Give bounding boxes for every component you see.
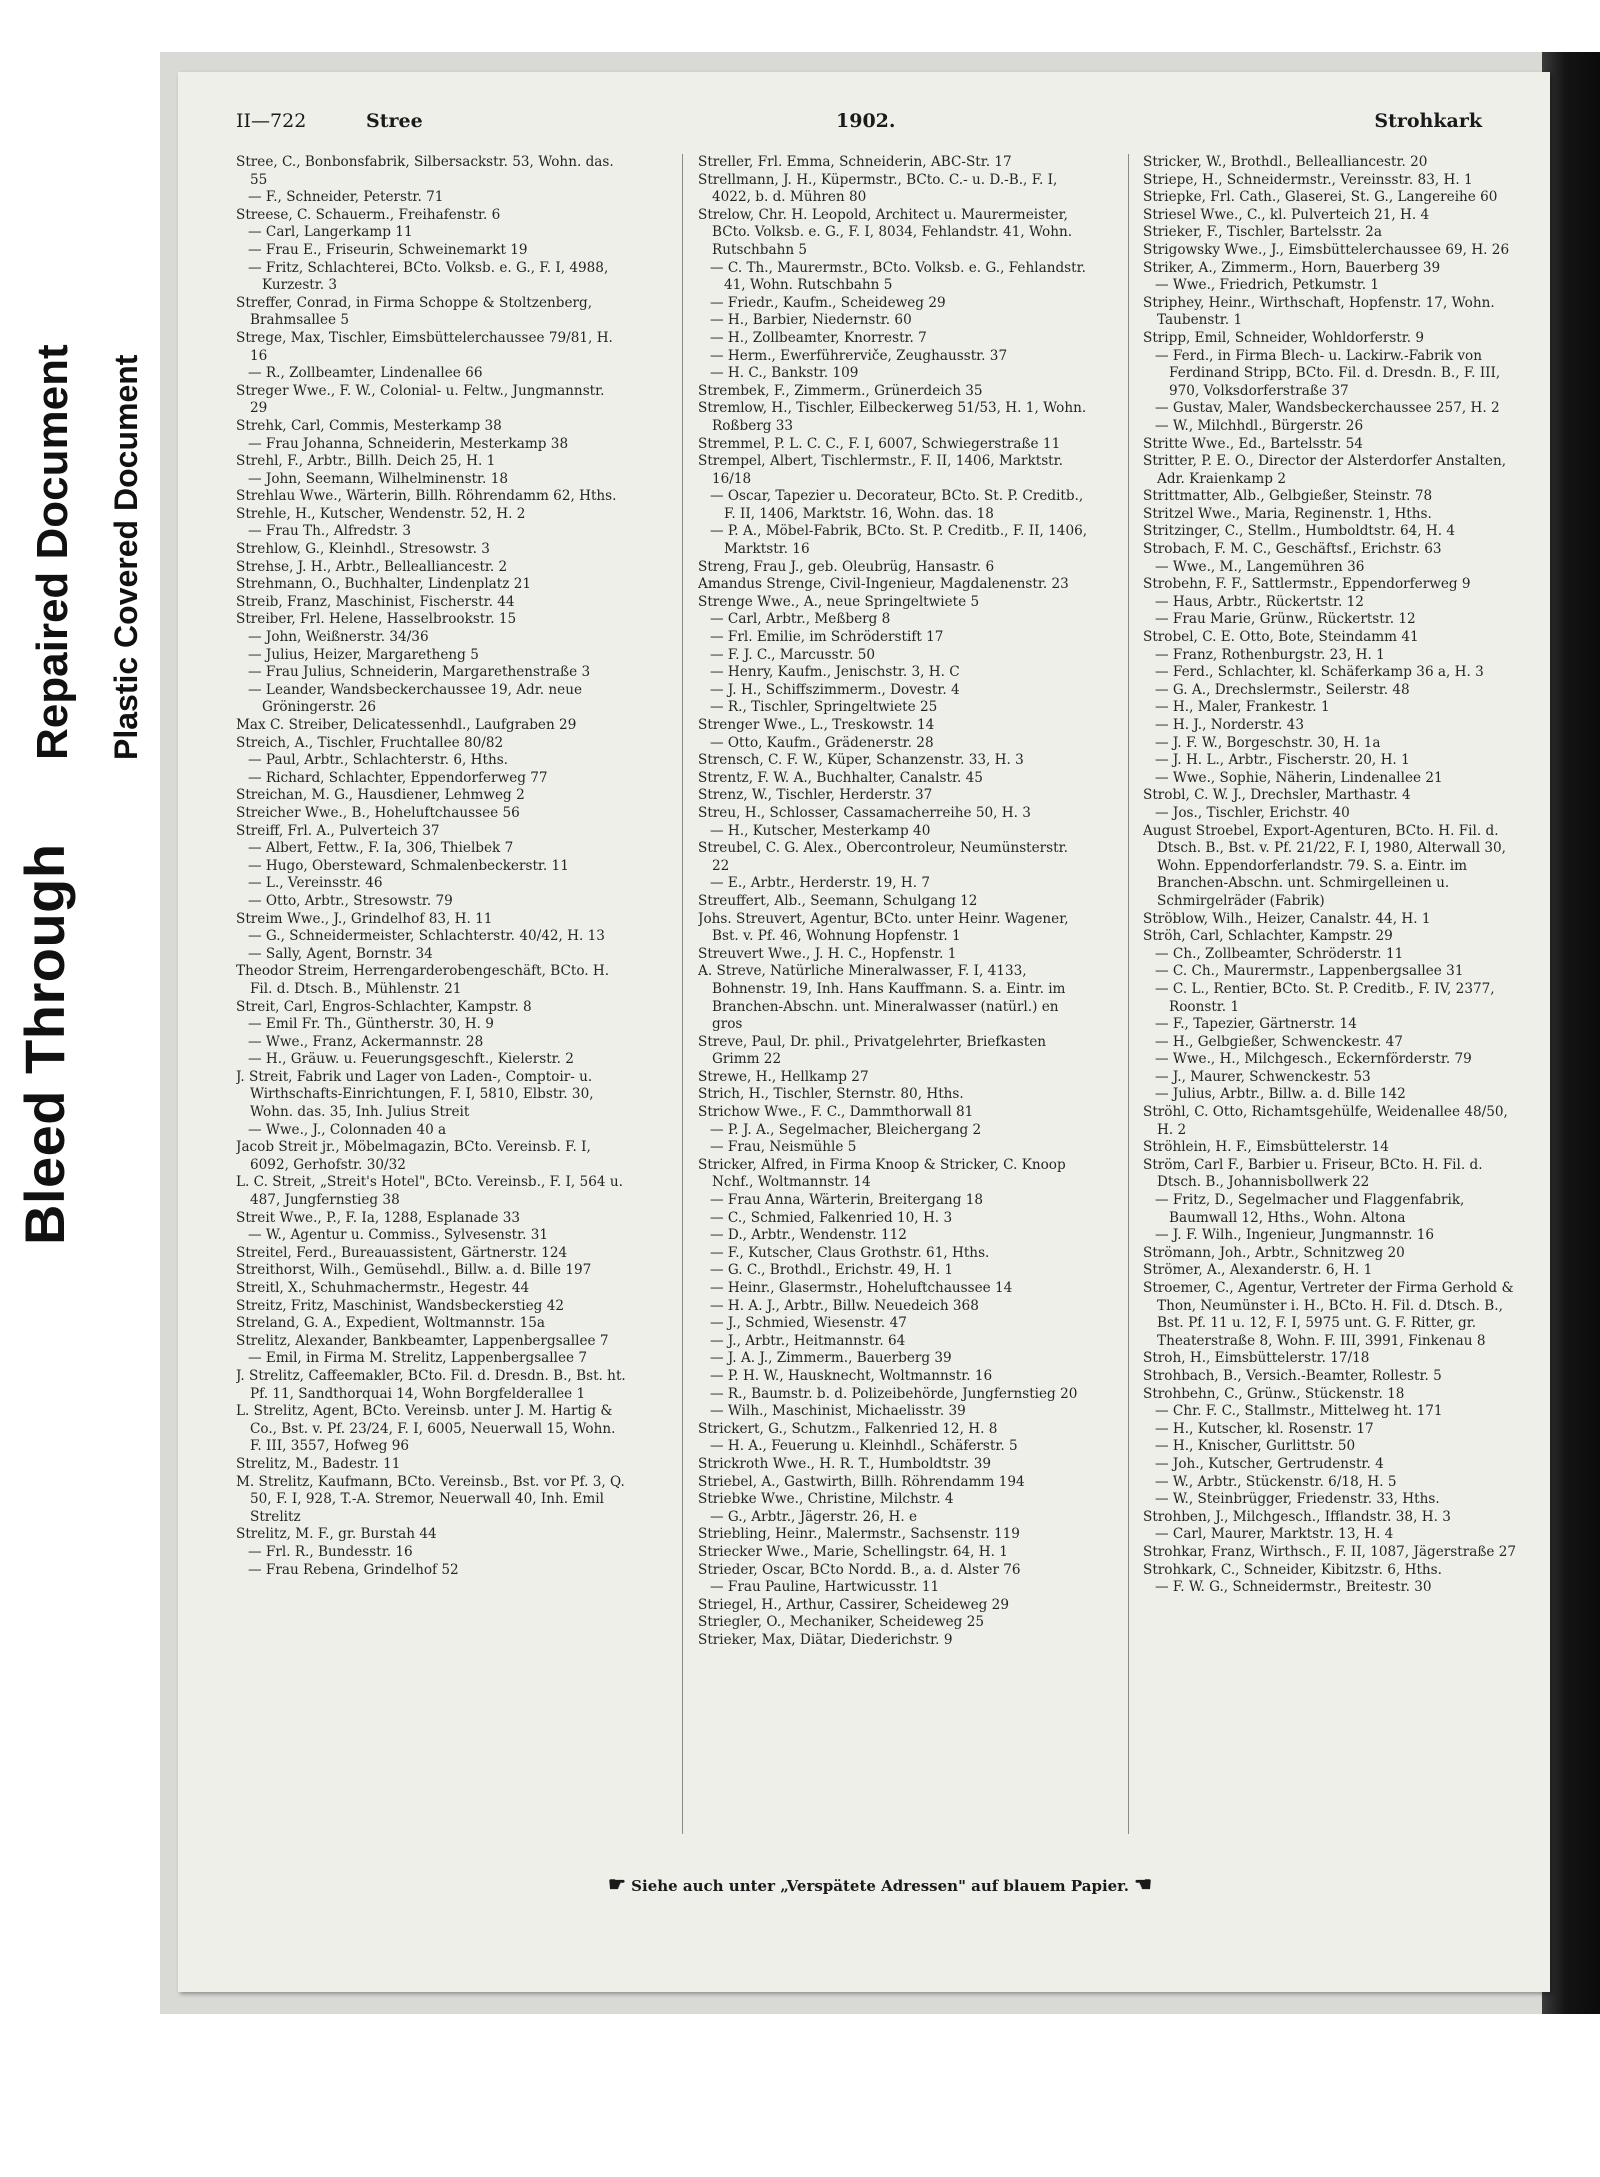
directory-entry: Strieker, F., Tischler, Bartelsstr. 2a (1143, 224, 1382, 241)
directory-entry: Streitl, X., Schuhmachermstr., Hegestr. 44 (236, 1280, 530, 1296)
directory-entry: — Hugo, Obersteward, Schmalenbeckerstr. 11 (248, 857, 569, 874)
page-header (236, 110, 1482, 150)
directory-entry: Strobehn, F. F., Sattlermstr., Eppendorferweg 9 (1143, 576, 1471, 593)
directory-entry: Streib, Franz, Maschinist, Fischerstr. 44 (236, 593, 515, 610)
directory-entry: Strehle, H., Kutscher, Wendenstr. 52, H. 2 (236, 505, 526, 522)
directory-entry: — Leander, Wandsbeckerchaussee 19, Adr. neue Gröningerstr. 26 (248, 681, 583, 716)
directory-entry: — Friedr., Kaufm., Scheideweg 29 (710, 294, 946, 311)
directory-entry: — F., Kutscher, Claus Grothstr. 61, Hths. (710, 1244, 990, 1261)
directory-entry: — Frau Marie, Grünw., Rückertstr. 12 (1155, 611, 1416, 628)
directory-entry: Amandus Strenge, Civil-Ingenieur, Magdalenenstr. 23 (698, 576, 1069, 593)
book-spine-shadow (1542, 52, 1600, 2014)
directory-entry: — Joh., Kutscher, Gertrudenstr. 4 (1155, 1455, 1384, 1472)
directory-entry: Strobach, F. M. C., Geschäftsf., Erichstr. 63 (1143, 541, 1442, 558)
directory-entry: — W., Milchhdl., Bürgerstr. 26 (1155, 417, 1364, 434)
directory-entry: — Frau Th., Alfredstr. 3 (248, 523, 411, 540)
directory-entry: — Gustav, Maler, Wandsbeckerchaussee 257, H. 2 (1155, 400, 1500, 417)
directory-entry: Striker, A., Zimmerm., Horn, Bauerberg 39 (1143, 259, 1441, 276)
directory-entry: — R., Baumstr. b. d. Polizeibehörde, Jungfernstieg 20 (710, 1385, 1078, 1402)
directory-entry: Strelitz, M. F., gr. Burstah 44 (236, 1526, 437, 1543)
directory-entry: Strewe, H., Hellkamp 27 (698, 1068, 869, 1085)
directory-entry: Strellmann, J. H., Küpermstr., BCto. C.- u. D.-B., F. I, 4022, b. d. Mühren 80 (698, 171, 1058, 206)
directory-entry: — H. C., Bankstr. 109 (710, 365, 859, 382)
directory-entry: Strohben, J., Milchgesch., Ifflandstr. 38, H. 3 (1143, 1508, 1451, 1525)
directory-entry: — H. A. J., Arbtr., Billw. Neuedeich 368 (710, 1297, 979, 1314)
directory-entry: Strehlow, G., Kleinhdl., Stresowstr. 3 (236, 541, 490, 558)
directory-entry: — Paul, Arbtr., Schlachterstr. 6, Hths. (248, 752, 508, 769)
directory-entry: Strenger Wwe., L., Treskowstr. 14 (698, 717, 935, 733)
pointing-hand-icon: ☛ (608, 1872, 626, 1896)
directory-entry: Striepe, H., Schneidermstr., Vereinsstr. 83, H. 1 (1143, 171, 1473, 188)
directory-entry: Strehmann, O., Buchhalter, Lindenplatz 21 (236, 576, 532, 593)
directory-column-2 (698, 154, 1088, 1834)
directory-page (178, 72, 1550, 1992)
directory-entry: Streicher Wwe., B., Hoheluftchaussee 56 (236, 804, 520, 821)
directory-entry: — P. A., Möbel-Fabrik, BCto. St. P. Creditb., F. II, 1406, Marktstr. 16 (710, 523, 1088, 558)
directory-entry: Streit Wwe., P., F. Ia, 1288, Esplanade 33 (236, 1209, 521, 1226)
directory-entry: — Frau Johanna, Schneiderin, Mesterkamp 38 (248, 435, 569, 452)
directory-entry: Strembek, F., Zimmerm., Grünerdeich 35 (698, 382, 983, 399)
directory-entry: — P. J. A., Segelmacher, Bleichergang 2 (710, 1121, 982, 1138)
header-right-keyword: Strohkark (1374, 110, 1482, 132)
directory-entry: — C. Ch., Maurermstr., Lappenbergsallee 31 (1155, 963, 1464, 980)
directory-entry: Theodor Streim, Herrengarderobengeschäft, BCto. H. Fil. d. Dtsch. B., Mühlenstr. 21 (236, 963, 610, 997)
directory-entry: J. Streit, Fabrik und Lager von Laden-, Comptoir- u. Wirthschafts-Einrichtungen, F. I, 5810, Elbstr. 30, Wohn. das. 35, Inh. Julius Streit (236, 1068, 594, 1121)
directory-entry: — Carl, Langerkamp 11 (248, 224, 413, 241)
directory-entry: — H., Gelbgießer, Schwenckestr. 47 (1155, 1033, 1403, 1050)
directory-entry: Strittmatter, Alb., Gelbgießer, Steinstr. 78 (1143, 488, 1433, 505)
directory-entry: Strohkark, C., Schneider, Kibitzstr. 6, Hths. (1143, 1561, 1442, 1578)
directory-entry: — Wwe., Friedrich, Petkumstr. 1 (1155, 277, 1380, 294)
directory-entry: Ströhl, C. Otto, Richamtsgehülfe, Weidenallee 48/50, H. 2 (1143, 1104, 1508, 1138)
directory-entry: Strehse, J. H., Arbtr., Bellealliancestr. 2 (236, 558, 508, 575)
column-divider (682, 154, 683, 1834)
directory-entry: Streiff, Frl. A., Pulverteich 37 (236, 822, 440, 839)
directory-entry: Strentz, F. W. A., Buchhalter, Canalstr. 45 (698, 769, 983, 786)
directory-entry: Striegler, O., Mechaniker, Scheideweg 25 (698, 1614, 985, 1631)
directory-entry: — H., Barbier, Niedernstr. 60 (710, 312, 912, 329)
directory-entry: Strohbach, B., Versich.-Beamter, Rollestr. 5 (1143, 1367, 1442, 1384)
directory-column-1 (236, 154, 626, 1834)
directory-entry: Striecker Wwe., Marie, Schellingstr. 64, H. 1 (698, 1543, 1008, 1560)
directory-entry: — Ch., Zollbeamter, Schröderstr. 11 (1155, 945, 1404, 962)
directory-entry: — J. H., Schiffszimmerm., Dovestr. 4 (710, 681, 960, 698)
directory-entry: Strensch, C. F. W., Küper, Schanzenstr. 33, H. 3 (698, 752, 1024, 769)
directory-entry: Streve, Paul, Dr. phil., Privatgelehrter, Briefkasten Grimm 22 (698, 1033, 1047, 1068)
directory-entry: Streubel, C. G. Alex., Obercontroleur, Neumünsterstr. 22 (698, 840, 1068, 874)
directory-entry: — Carl, Arbtr., Meßberg 8 (710, 611, 891, 628)
directory-entry: Striegel, H., Arthur, Cassirer, Scheideweg 29 (698, 1596, 1009, 1613)
directory-entry: Strelitz, Alexander, Bankbeamter, Lappenbergsallee 7 (236, 1332, 609, 1349)
directory-entry: — F., Tapezier, Gärtnerstr. 14 (1155, 1016, 1357, 1033)
directory-entry: Strege, Max, Tischler, Eimsbüttelerchaussee 79/81, H. 16 (236, 329, 613, 364)
directory-entry: Stricker, W., Brothdl., Bellealliancestr. 20 (1143, 154, 1428, 170)
directory-entry: Streffer, Conrad, in Firma Schoppe & Stoltzenberg, Brahmsallee 5 (236, 294, 593, 329)
header-year: 1902. (836, 110, 896, 132)
directory-entry: — Emil Fr. Th., Güntherstr. 30, H. 9 (248, 1016, 494, 1033)
directory-entry: — Frl. Emilie, im Schröderstift 17 (710, 629, 944, 646)
directory-entry: Ströh, Carl, Schlachter, Kampstr. 29 (1143, 928, 1393, 945)
directory-entry: — Franz, Rothenburgstr. 23, H. 1 (1155, 646, 1385, 663)
directory-entry: Strelow, Chr. H. Leopold, Architect u. Maurermeister, BCto. Volksb. e. G., F. I, 8034, Fehlandstr. 41, Wohn. Rutschbahn 5 (698, 206, 1073, 258)
directory-entry: Ströblow, Wilh., Heizer, Canalstr. 44, H. 1 (1143, 910, 1431, 927)
pointing-hand-icon: ☚ (1134, 1872, 1153, 1896)
directory-entry: M. Strelitz, Kaufmann, BCto. Vereinsb., Bst. vor Pf. 3, Q. 50, F. I, 928, T.-A. Stremor, Neuerwall 40, Inh. Emil Strelitz (236, 1473, 625, 1525)
directory-entry: — Ferd., in Firma Blech- u. Lackirw.-Fabrik von Ferdinand Stripp, BCto. Fil. d. Dresdn. B., F. III, 970, Volksdorferstraße 37 (1155, 347, 1501, 399)
directory-entry: Stritte Wwe., Ed., Bartelsstr. 54 (1143, 435, 1363, 452)
directory-entry: — Frau Rebena, Grindelhof 52 (248, 1561, 459, 1578)
directory-entry: Strömer, A., Alexanderstr. 6, H. 1 (1143, 1262, 1373, 1279)
directory-entry: — Henry, Kaufm., Jenischstr. 3, H. C (710, 664, 960, 681)
directory-entry: Stremlow, H., Tischler, Eilbeckerweg 51/53, H. 1, Wohn. Roßberg 33 (698, 400, 1087, 434)
directory-entry: Strich, H., Tischler, Sternstr. 80, Hths. (698, 1086, 964, 1103)
directory-entry: Striebling, Heinr., Malermstr., Sachsenstr. 119 (698, 1526, 1020, 1543)
directory-entry: — Oscar, Tapezier u. Decorateur, BCto. St. P. Creditb., F. II, 1406, Marktstr. 16, Wohn. das. 18 (710, 488, 1084, 522)
directory-entry: Strenge Wwe., A., neue Springeltwiete 5 (698, 593, 980, 610)
directory-entry: — Wwe., J., Colonnaden 40 a (248, 1121, 447, 1138)
directory-entry: Streitz, Fritz, Maschinist, Wandsbeckerstieg 42 (236, 1297, 564, 1314)
directory-entry: — Wwe., Franz, Ackermannstr. 28 (248, 1033, 484, 1050)
left-margin (0, 0, 160, 2177)
directory-entry: — John, Weißnerstr. 34/36 (248, 629, 429, 646)
directory-entry: — C. L., Rentier, BCto. St. P. Creditb., F. IV, 2377, Roonstr. 1 (1155, 980, 1495, 1015)
directory-entry: — John, Seemann, Wilhelminenstr. 18 (248, 470, 508, 487)
directory-entry: — J., Arbtr., Heitmannstr. 64 (710, 1332, 906, 1349)
directory-entry: — Ferd., Schlachter, kl. Schäferkamp 36 a, H. 3 (1155, 664, 1484, 681)
directory-entry: Strobel, C. E. Otto, Bote, Steindamm 41 (1143, 629, 1419, 646)
directory-entry: A. Streve, Natürliche Mineralwasser, F. I, 4133, Bohnenstr. 19, Inh. Hans Kauffmann. S. a. Eintr. im Branchen-Abschn. unt. Mineralwasser (natürl.) en gros (698, 963, 1066, 1033)
directory-entry: Striphey, Heinr., Wirthschaft, Hopfenstr. 17, Wohn. Taubenstr. 1 (1143, 294, 1495, 329)
directory-entry: — Wwe., H., Milchgesch., Eckernförderstr. 79 (1155, 1051, 1472, 1068)
directory-entry: — G., Arbtr., Jägerstr. 26, H. e (710, 1508, 918, 1525)
directory-entry: Streitel, Ferd., Bureauassistent, Gärtnerstr. 124 (236, 1244, 568, 1261)
page-number: II—722 (236, 110, 307, 132)
directory-entry: Strickert, G., Schutzm., Falkenried 12, H. 8 (698, 1420, 998, 1437)
directory-entry: Strieker, Max, Diätar, Diederichstr. 9 (698, 1631, 953, 1648)
directory-entry: — G., Schneidermeister, Schlachterstr. 40/42, H. 13 (248, 928, 605, 945)
directory-entry: Streland, G. A., Expedient, Woltmannstr. 15a (236, 1315, 545, 1332)
directory-entry: — Carl, Maurer, Marktstr. 13, H. 4 (1155, 1526, 1394, 1543)
scanned-page-area (160, 52, 1600, 2014)
directory-entry: — J. F. Wilh., Ingenieur, Jungmannstr. 16 (1155, 1227, 1435, 1244)
directory-entry: — R., Zollbeamter, Lindenallee 66 (248, 365, 483, 382)
directory-entry: Stritter, P. E. O., Director der Alsterdorfer Anstalten, Adr. Kraienkamp 2 (1143, 453, 1507, 487)
directory-entry: — J., Maurer, Schwenckestr. 53 (1155, 1068, 1371, 1085)
directory-entry: J. Strelitz, Caffeemakler, BCto. Fil. d. Dresdn. B., Bst. ht. Pf. 11, Sandthorquai 14, Wohn Borgfelderallee 1 (236, 1367, 626, 1402)
directory-entry: Streuffert, Alb., Seemann, Schulgang 12 (698, 892, 978, 909)
directory-column-3 (1143, 154, 1523, 1834)
directory-entry: — Albert, Fettw., F. Ia, 306, Thielbek 7 (248, 840, 514, 857)
directory-entry: — Frau, Neismühle 5 (710, 1139, 857, 1156)
directory-entry: Strömann, Joh., Arbtr., Schnitzweg 20 (1143, 1244, 1405, 1261)
directory-entry: Streich, A., Tischler, Fruchtallee 80/82 (236, 734, 504, 751)
directory-entry: L. C. Streit, „Streit's Hotel", BCto. Vereinsb., F. I, 564 u. 487, Jungfernstieg 38 (236, 1174, 623, 1209)
directory-entry: Strehlau Wwe., Wärterin, Billh. Röhrendamm 62, Hths. (236, 488, 617, 505)
directory-entry: — Fritz, Schlachterei, BCto. Volksb. e. G., F. I, 4988, Kurzestr. 3 (248, 259, 609, 294)
directory-entry: — Haus, Arbtr., Rückertstr. 12 (1155, 593, 1364, 610)
directory-entry: Strempel, Albert, Tischlermstr., F. II, 1406, Marktstr. 16/18 (698, 453, 1063, 487)
directory-entry: — J. H. L., Arbtr., Fischerstr. 20, H. 1 (1155, 752, 1410, 769)
directory-entry: — H. J., Norderstr. 43 (1155, 717, 1304, 733)
directory-entry: Stritzinger, C., Stellm., Humboldtstr. 64, H. 4 (1143, 523, 1456, 540)
directory-entry: Stree, C., Bonbonsfabrik, Silbersackstr. 53, Wohn. das. 55 (236, 154, 614, 188)
column-divider (1128, 154, 1129, 1834)
directory-entry: — H., Knischer, Gurlittstr. 50 (1155, 1438, 1356, 1455)
label-plastic-covered-document: Plastic Covered Document (108, 354, 144, 760)
directory-entry: Strigowsky Wwe., J., Eimsbüttelerchaussee 69, H. 26 (1143, 241, 1510, 258)
directory-entry: — H., Kutscher, Mesterkamp 40 (710, 822, 931, 839)
directory-entry: Max C. Streiber, Delicatessenhdl., Laufgraben 29 (236, 717, 577, 733)
directory-entry: — Otto, Kaufm., Grädenerstr. 28 (710, 734, 934, 751)
directory-entry: Stroh, H., Eimsbüttelerstr. 17/18 (1143, 1350, 1370, 1367)
header-left-keyword: Stree (366, 110, 423, 132)
directory-entry: Strieder, Oscar, BCto Nordd. B., a. d. Alster 76 (698, 1561, 1021, 1578)
directory-entry: L. Strelitz, Agent, BCto. Vereinsb. unter J. M. Hartig & Co., Bst. v. Pf. 23/24, F. I, 6005, Neuerwall 15, Wohn. F. III, 3557, Hofweg 96 (236, 1403, 616, 1455)
directory-entry: Streller, Frl. Emma, Schneiderin, ABC-Str. 17 (698, 154, 1012, 170)
directory-entry: — Jos., Tischler, Erichstr. 40 (1155, 804, 1350, 821)
directory-entry: — G. C., Brothdl., Erichstr. 49, H. 1 (710, 1262, 954, 1279)
directory-entry: Strelitz, M., Badestr. 11 (236, 1455, 401, 1472)
directory-entry: Jacob Streit jr., Möbelmagazin, BCto. Vereinsb. F. I, 6092, Gerhofstr. 30/32 (236, 1139, 591, 1173)
directory-entry: — Otto, Arbtr., Stresowstr. 79 (248, 892, 453, 909)
directory-entry: Strobl, C. W. J., Drechsler, Marthastr. 4 (1143, 787, 1411, 804)
directory-entry: Strehl, F., Arbtr., Billh. Deich 25, H. 1 (236, 453, 496, 470)
directory-entry: — Sally, Agent, Bornstr. 34 (248, 945, 433, 962)
directory-entry: — Emil, in Firma M. Strelitz, Lappenbergsallee 7 (248, 1350, 588, 1367)
directory-entry: Striebke Wwe., Christine, Milchstr. 4 (698, 1491, 954, 1508)
directory-entry: — F. J. C., Marcusstr. 50 (710, 646, 876, 663)
directory-entry: — E., Arbtr., Herderstr. 19, H. 7 (710, 875, 931, 892)
footer-note (608, 1872, 1152, 1896)
directory-entry: Strichow Wwe., F. C., Dammthorwall 81 (698, 1104, 974, 1121)
directory-entry: Strohbehn, C., Grünw., Stückenstr. 18 (1143, 1385, 1405, 1402)
directory-entry: — J. A. J., Zimmerm., Bauerberg 39 (710, 1350, 952, 1367)
directory-entry: Stricker, Alfred, in Firma Knoop & Stricker, C. Knoop Nchf., Woltmannstr. 14 (698, 1156, 1066, 1191)
directory-entry: — Frl. R., Bundesstr. 16 (248, 1543, 413, 1560)
directory-entry: — F., Schneider, Peterstr. 71 (248, 189, 444, 206)
directory-entry: Strehk, Carl, Commis, Mesterkamp 38 (236, 417, 502, 434)
label-bleed-through: Bleed Through (13, 843, 76, 1245)
directory-entry: Ströhlein, H. F., Eimsbüttelerstr. 14 (1143, 1139, 1389, 1156)
directory-entry: Streng, Frau J., geb. Oleubrüg, Hansastr. 6 (698, 558, 995, 575)
directory-entry: — J. F. W., Borgeschstr. 30, H. 1a (1155, 734, 1381, 751)
directory-entry: — Herm., Ewerführerviče, Zeughausstr. 37 (710, 347, 1008, 364)
label-repaired-document: Repaired Document (28, 344, 77, 760)
directory-entry: Stremmel, P. L. C. C., F. I, 6007, Schwiegerstraße 11 (698, 435, 1061, 452)
directory-entry: Streu, H., Schlosser, Cassamacherreihe 50, H. 3 (698, 804, 1031, 821)
directory-entry: — Frau Anna, Wärterin, Breitergang 18 (710, 1192, 984, 1209)
directory-entry: — Heinr., Glasermstr., Hoheluftchaussee 14 (710, 1280, 1013, 1296)
directory-entry: — Chr. F. C., Stallmstr., Mittelweg ht. 171 (1155, 1403, 1443, 1420)
directory-entry: — F. W. G., Schneidermstr., Breitestr. 30 (1155, 1579, 1432, 1596)
directory-entry: Striesel Wwe., C., kl. Pulverteich 21, H. 4 (1143, 206, 1430, 223)
directory-entry: Stripp, Emil, Schneider, Wohldorferstr. 9 (1143, 329, 1425, 346)
directory-entry: — G. A., Drechslermstr., Seilerstr. 48 (1155, 681, 1410, 698)
directory-entry: Johs. Streuvert, Agentur, BCto. unter Heinr. Wagener, Bst. v. Pf. 46, Wohnung Hopfenstr. 1 (698, 910, 1069, 945)
directory-entry: — P. H. W., Hausknecht, Woltmannstr. 16 (710, 1367, 993, 1384)
directory-entry: — W., Agentur u. Commiss., Sylvesenstr. 31 (248, 1227, 549, 1244)
directory-entry: — C. Th., Maurermstr., BCto. Volksb. e. G., Fehlandstr. 41, Wohn. Rutschbahn 5 (710, 259, 1086, 294)
directory-entry: Striepke, Frl. Cath., Glaserei, St. G., Langereihe 60 (1143, 189, 1498, 206)
directory-entry: — Fritz, D., Segelmacher und Flaggenfabrik, Baumwall 12, Hths., Wohn. Altona (1155, 1192, 1465, 1226)
directory-entry: Stroemer, C., Agentur, Vertreter der Firma Gerhold & Thon, Neumünster i. H., BCto. H. Fil. d. Dtsch. B., Bst. Pf. 11 u. 12, F. I, 5975 unt. G. F. Ritter, gr. Theaterstraße 8, Wohn. F. III, 3991, Finkenau 8 (1143, 1280, 1514, 1349)
directory-entry: — Frau E., Friseurin, Schweinemarkt 19 (248, 241, 528, 258)
directory-entry: — Richard, Schlachter, Eppendorferweg 77 (248, 769, 548, 786)
directory-entry: — Wwe., M., Langemühren 36 (1155, 558, 1365, 575)
directory-entry: Strickroth Wwe., H. R. T., Humboldtstr. 39 (698, 1455, 991, 1472)
directory-entry: — Julius, Heizer, Margaretheng 5 (248, 646, 479, 663)
directory-entry: — H., Zollbeamter, Knorrestr. 7 (710, 329, 927, 346)
directory-entry: — W., Steinbrügger, Friedenstr. 33, Hths. (1155, 1491, 1440, 1508)
directory-entry: — H., Kutscher, kl. Rosenstr. 17 (1155, 1420, 1374, 1437)
directory-entry: — L., Vereinsstr. 46 (248, 875, 383, 892)
directory-entry: — Julius, Arbtr., Billw. a. d. Bille 142 (1155, 1086, 1406, 1103)
directory-entry: Stritzel Wwe., Maria, Reginenstr. 1, Hths. (1143, 505, 1432, 522)
directory-entry: Striebel, A., Gastwirth, Billh. Röhrendamm 194 (698, 1473, 1025, 1490)
directory-entry: Strenz, W., Tischler, Herderstr. 37 (698, 787, 933, 804)
directory-entry: Streiber, Frl. Helene, Hasselbrookstr. 15 (236, 611, 517, 628)
directory-entry: Streger Wwe., F. W., Colonial- u. Feltw., Jungmannstr. 29 (236, 382, 605, 417)
directory-entry: Strohkar, Franz, Wirthsch., F. II, 1087, Jägerstraße 27 (1143, 1543, 1517, 1560)
directory-entry: Streuvert Wwe., J. H. C., Hopfenstr. 1 (698, 945, 957, 962)
directory-entry: — D., Arbtr., Wendenstr. 112 (710, 1227, 907, 1244)
directory-entry: — Wilh., Maschinist, Michaelisstr. 39 (710, 1403, 966, 1420)
directory-entry: Streichan, M. G., Hausdiener, Lehmweg 2 (236, 787, 525, 804)
directory-entry: Streithorst, Wilh., Gemüsehdl., Billw. a. d. Bille 197 (236, 1262, 592, 1279)
directory-entry: — J., Schmied, Wiesenstr. 47 (710, 1315, 907, 1332)
directory-entry: Streim Wwe., J., Grindelhof 83, H. 11 (236, 910, 493, 927)
directory-entry: — R., Tischler, Springeltwiete 25 (710, 699, 938, 716)
footer-text: Siehe auch unter „Verspätete Adressen" auf blauem Papier. (631, 1877, 1129, 1895)
directory-entry: — H., Gräuw. u. Feuerungsgeschft., Kielerstr. 2 (248, 1051, 574, 1068)
directory-entry: Ström, Carl F., Barbier u. Friseur, BCto. H. Fil. d. Dtsch. B., Johannisbollwerk 22 (1143, 1156, 1483, 1191)
directory-entry: August Stroebel, Export-Agenturen, BCto. H. Fil. d. Dtsch. B., Bst. v. Pf. 21/22, F. I, 1980, Alterwall 30, Wohn. Eppendorferlandstr. 79. S. a. Eintr. im Branchen-Abschn. unt. Schmirgelleinen u. Schmirgelräder (Fabrik) (1143, 822, 1506, 909)
directory-entry: — H., Maler, Frankestr. 1 (1155, 699, 1330, 716)
directory-entry: — C., Schmied, Falkenried 10, H. 3 (710, 1209, 953, 1226)
directory-entry: — Wwe., Sophie, Näherin, Lindenallee 21 (1155, 769, 1443, 786)
directory-entry: Streese, C. Schauerm., Freihafenstr. 6 (236, 206, 501, 223)
directory-entry: — Frau Pauline, Hartwicusstr. 11 (710, 1579, 940, 1596)
directory-entry: Streit, Carl, Engros-Schlachter, Kampstr. 8 (236, 998, 532, 1015)
directory-entry: — Frau Julius, Schneiderin, Margarethenstraße 3 (248, 664, 591, 681)
directory-entry: — W., Arbtr., Stückenstr. 6/18, H. 5 (1155, 1473, 1397, 1490)
directory-entry: — H. A., Feuerung u. Kleinhdl., Schäferstr. 5 (710, 1438, 1018, 1455)
